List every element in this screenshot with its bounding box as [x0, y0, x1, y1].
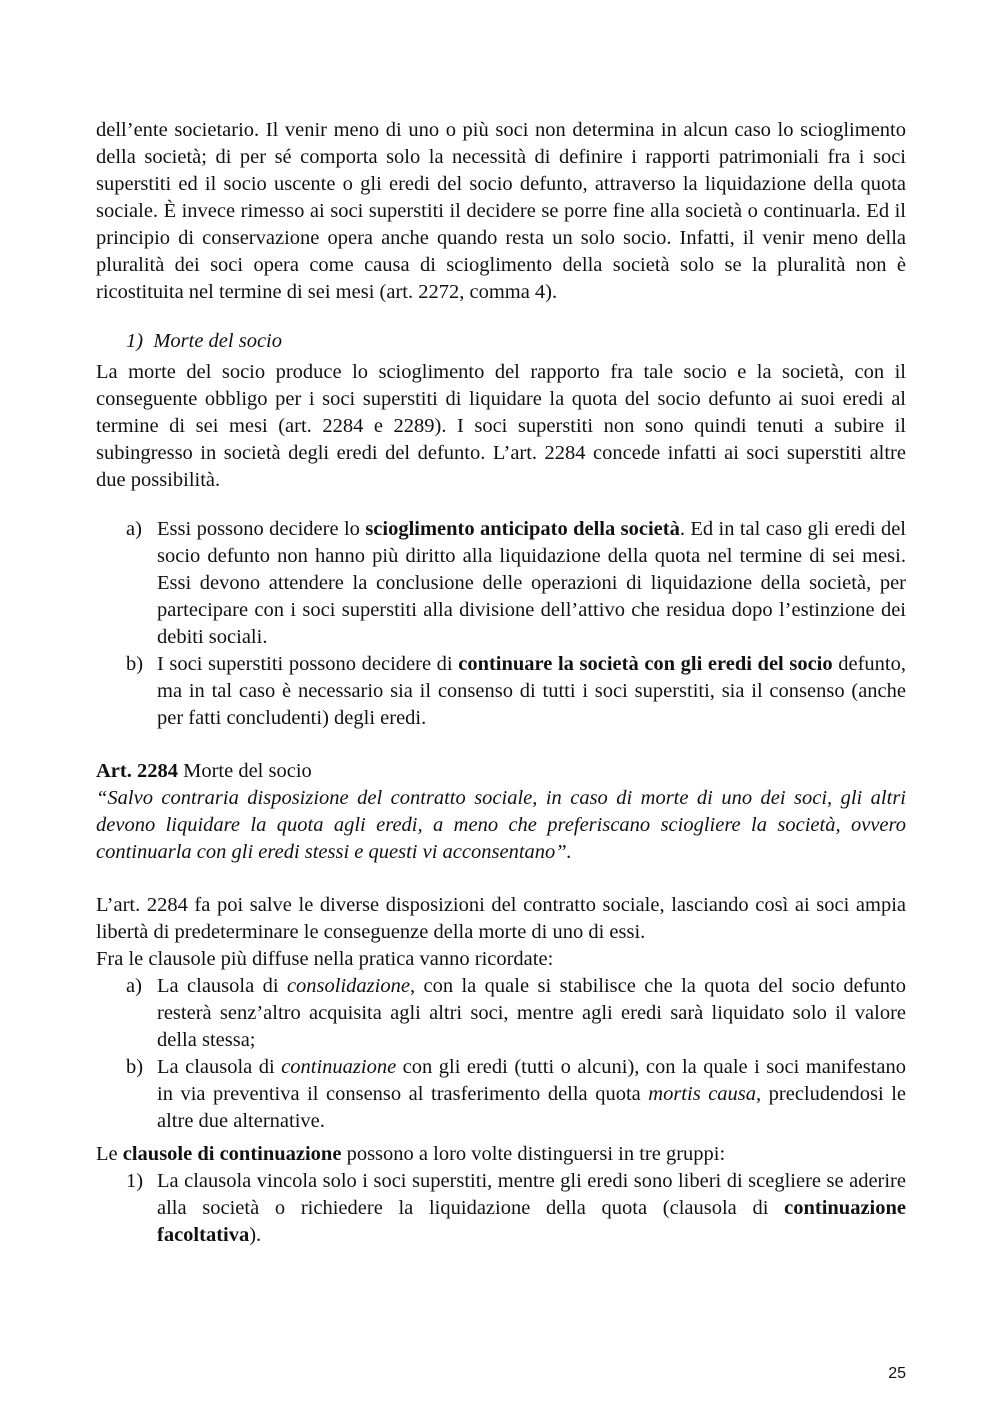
list-text: ).	[249, 1224, 262, 1246]
clauses-lead: Fra le clausole più diffuse nella pratica vanno ricordate:	[96, 948, 554, 970]
list-marker: b)	[126, 653, 144, 675]
continuation-groups-list	[96, 1168, 906, 1249]
article-title: Morte del socio	[177, 760, 312, 782]
list-marker: 1)	[126, 1170, 144, 1192]
clauses-list	[96, 973, 906, 1135]
list-text: , precludendosi le altre due alternative.	[157, 1083, 906, 1132]
section-title: Morte del socio	[153, 330, 282, 352]
list-text: con gli eredi (tutti o alcuni), con la quale i soci manifestano in via preventiva il consenso al trasferimento della quota	[157, 1056, 906, 1105]
section-paragraph: La morte del socio produce lo scioglimento del rapporto fra tale socio e la società, con il conseguente obbligo per i soci superstiti di liquidare la quota del socio defunto ai suoi eredi al termine di sei mesi (art. 2284 e 2289). I soci superstiti non sono quindi tenuti a subire il subingresso in società degli eredi del defunto. L’art. 2284 concede infatti ai soci superstiti altre due possibilità.	[96, 361, 906, 491]
section-heading	[126, 328, 906, 355]
list-item	[96, 1054, 906, 1135]
list-text: Essi possono decidere lo	[157, 518, 366, 540]
document-page	[96, 117, 906, 1249]
bold-term: scioglimento anticipato della società	[365, 518, 680, 540]
continuation-intro	[96, 1141, 906, 1168]
list-text: defunto, ma in tal caso è necessario sia il consenso di tutti i soci superstiti, sia il consenso (anche per fatti concludenti) degli eredi.	[157, 653, 906, 729]
list-item	[96, 516, 906, 651]
article-quote: “Salvo contraria disposizione del contratto sociale, in caso di morte di uno dei soci, gli altri devono liquidare la quota agli eredi, a meno che preferiscano sciogliere la società, ovvero continuarla con gli eredi stessi e questi vi acconsentano”.	[96, 787, 906, 863]
text-run: possono a loro volte distinguersi in tre gruppi:	[341, 1143, 726, 1165]
list-marker: a)	[126, 975, 142, 997]
list-marker: b)	[126, 1056, 144, 1078]
article-heading	[96, 758, 906, 785]
italic-term: continuazione	[281, 1056, 397, 1078]
text-run: Le	[96, 1143, 123, 1165]
list-text: , con la quale si stabilisce che la quota del socio defunto resterà senz’altro acquisita agli altri soci, mentre agli eredi sarà liquidato solo il valore della stessa;	[157, 975, 907, 1051]
list-text: La clausola di	[157, 1056, 282, 1078]
list-text: I soci superstiti possono decidere di	[157, 653, 459, 675]
bold-term: clausole di continuazione	[122, 1143, 342, 1165]
bold-term: continuazione facoltativa	[157, 1197, 906, 1246]
section-marker: 1)	[126, 330, 144, 352]
list-marker: a)	[126, 518, 142, 540]
page-number: 25	[888, 1365, 906, 1382]
list-item	[96, 1168, 906, 1249]
list-text: . Ed in tal caso gli eredi del socio defunto non hanno più diritto alla liquidazione della quota nel termine di sei mesi. Essi devono attendere la conclusione delle operazioni di liquidazione della società, per partecipare con i soci superstiti alla divisione dell’attivo che residua dopo l’estinzione dei debiti sociali.	[157, 518, 906, 648]
article-commentary: L’art. 2284 fa poi salve le diverse disposizioni del contratto sociale, lasciando così ai soci ampia libertà di predeterminare le conseguenze della morte di uno di essi.	[96, 894, 906, 943]
list-item	[96, 973, 906, 1054]
article-number: Art. 2284	[96, 760, 178, 782]
options-list	[96, 516, 906, 732]
bold-term: continuare la società con gli eredi del socio	[458, 653, 833, 675]
italic-term: consolidazione	[286, 975, 410, 997]
list-item	[96, 651, 906, 732]
italic-term: mortis causa	[648, 1083, 757, 1105]
intro-paragraph: dell’ente societario. Il venir meno di uno o più soci non determina in alcun caso lo scioglimento della società; di per sé comporta solo la necessità di definire i rapporti patrimoniali fra i soci superstiti ed il socio uscente o gli eredi del socio defunto, attraverso la liquidazione della quota sociale. È invece rimesso ai soci superstiti il decidere se porre fine alla società o continuarla. Ed il principio di conservazione opera anche quando resta un solo socio. Infatti, il venir meno della pluralità dei soci opera come causa di scioglimento della società solo se la pluralità non è ricostituita nel termine di sei mesi (art. 2272, comma 4).	[96, 119, 906, 303]
list-text: La clausola di	[157, 975, 287, 997]
list-text: La clausola vincola solo i soci superstiti, mentre gli eredi sono liberi di scegliere se aderire alla società o richiedere la liquidazione della quota (clausola di	[157, 1170, 906, 1219]
